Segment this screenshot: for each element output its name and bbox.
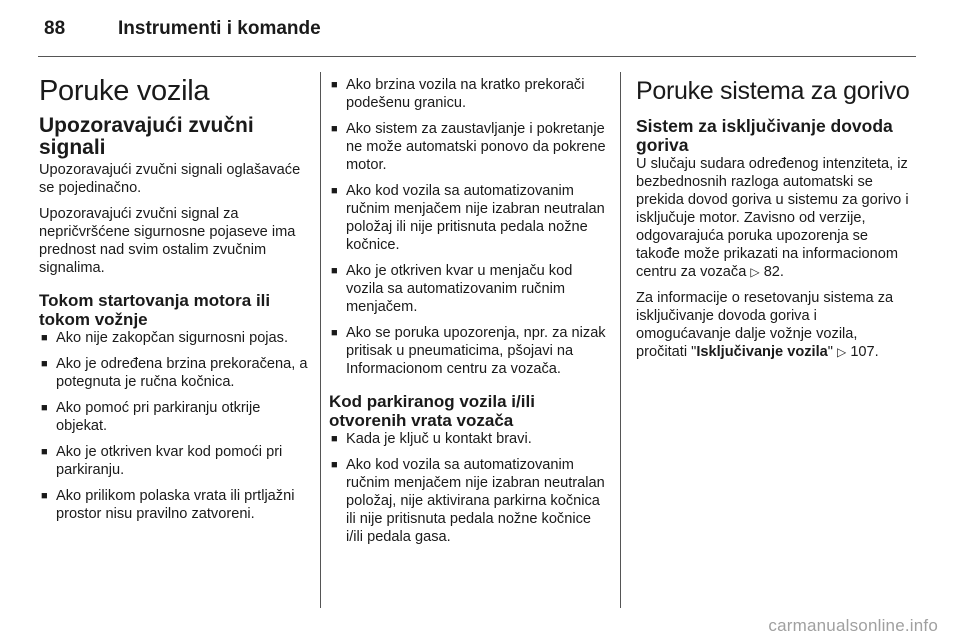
header-rule (38, 56, 916, 57)
bullet-icon: ■ (331, 265, 338, 277)
list-item: ■ Ako kod vozila sa automatizovanim ručnim menjačem nije izabran neutralan položaj ili nije pritisnuta pedala nožne kočnice. (331, 183, 605, 253)
column-2 (329, 72, 607, 556)
column-3 (636, 72, 912, 369)
section-title: Poruke sistema za gorivo (636, 77, 910, 105)
list-item: ■ Ako brzina vozila na kratko prekorači podešenu granicu. (331, 77, 585, 111)
bullet-list (329, 76, 607, 378)
bullet-icon: ■ (41, 332, 48, 344)
list-item: ■ Ako nije zakopčan sigurnosni pojas. (41, 330, 289, 346)
bullet-list (329, 430, 607, 546)
paragraph: Za informacije o resetovanju sistema za isključivanje dovoda goriva i omogućavanje dalje vožnje vozila, pročitati "Isključivanje vozila" ▷ 107. (636, 290, 894, 360)
bullet-icon: ■ (41, 446, 48, 458)
column-divider (320, 72, 321, 608)
subheading: Kod parkiranog vozila i/ili otvorenih vrata vozača (329, 392, 535, 430)
list-item: ■ Ako se poruka upozorenja, npr. za nizak pritisak u pneumaticima, pšojavi na Informacionom centru za vozača. (331, 325, 606, 377)
paragraph: U slučaju sudara određenog intenziteta, iz bezbednosnih razloga automatski se prekida dovod goriva u sistemu za gorivo i isključuje motor. Zavisno od verzije, odgovarajuća poruka upozorenja se takođe može prikazati na informacionom centru za vozača ▷ 82. (636, 156, 909, 280)
paragraph: Upozoravajući zvučni signali oglašavaće se pojedinačno. (39, 162, 301, 196)
subheading: Tokom startovanja motora ili tokom vožnje (39, 291, 271, 329)
bullet-icon: ■ (331, 327, 338, 339)
list-item: ■ Ako pomoć pri parkiranju otkrije objekat. (41, 400, 261, 434)
list-item: ■ Ako je otkriven kvar u menjaču kod vozila sa automatizovanim ručnim menjačem. (331, 263, 573, 315)
subsection-title: Sistem za isključivanje dovoda goriva (636, 116, 893, 155)
bullet-list (39, 329, 311, 523)
page-header (44, 18, 321, 40)
bullet-icon: ■ (331, 459, 338, 471)
page-reference[interactable]: 82. (763, 264, 784, 280)
chapter-title: Instrumenti i komande (118, 18, 321, 39)
paragraph: Upozoravajući zvučni signal za nepričvršćene sigurnosne pojaseve ima prednost nad svim ostalim zvučnim signalima. (39, 206, 296, 276)
reference-link[interactable]: Isključivanje vozila (696, 344, 828, 360)
subsection-title: Upozoravajući zvučni signali (39, 114, 254, 159)
column-1 (39, 72, 311, 533)
bullet-icon: ■ (331, 433, 338, 445)
list-item: ■ Kada je ključ u kontakt bravi. (331, 431, 532, 447)
list-item: ■ Ako sistem za zaustavljanje i pokretanje ne može automatski ponovo da pokrene motor. (331, 121, 606, 173)
bullet-icon: ■ (41, 402, 48, 414)
watermark: carmanualsonline.info (768, 616, 938, 635)
list-item: ■ Ako je otkriven kvar kod pomoći pri parkiranju. (41, 444, 283, 478)
list-item: ■ Ako prilikom polaska vrata ili prtljažni prostor nisu pravilno zatvoreni. (41, 488, 295, 522)
bullet-icon: ■ (41, 358, 48, 370)
page-reference[interactable]: 107. (850, 344, 879, 360)
list-item: ■ Ako je određena brzina prekoračena, a potegnuta je ručna kočnica. (41, 356, 308, 390)
bullet-icon: ■ (331, 123, 338, 135)
cross-reference-icon: ▷ (750, 265, 760, 279)
list-item: ■ Ako kod vozila sa automatizovanim ručnim menjačem nije izabran neutralan položaj, nije aktivirana parkirna kočnica ili nije pritisnuta pedala nožne kočnice i/ili pedala gasa. (331, 457, 605, 545)
column-divider (620, 72, 621, 608)
bullet-icon: ■ (331, 79, 338, 91)
section-title: Poruke vozila (39, 75, 210, 107)
bullet-icon: ■ (41, 490, 48, 502)
cross-reference-icon: ▷ (837, 345, 847, 359)
page-number: 88 (44, 18, 66, 39)
bullet-icon: ■ (331, 185, 338, 197)
